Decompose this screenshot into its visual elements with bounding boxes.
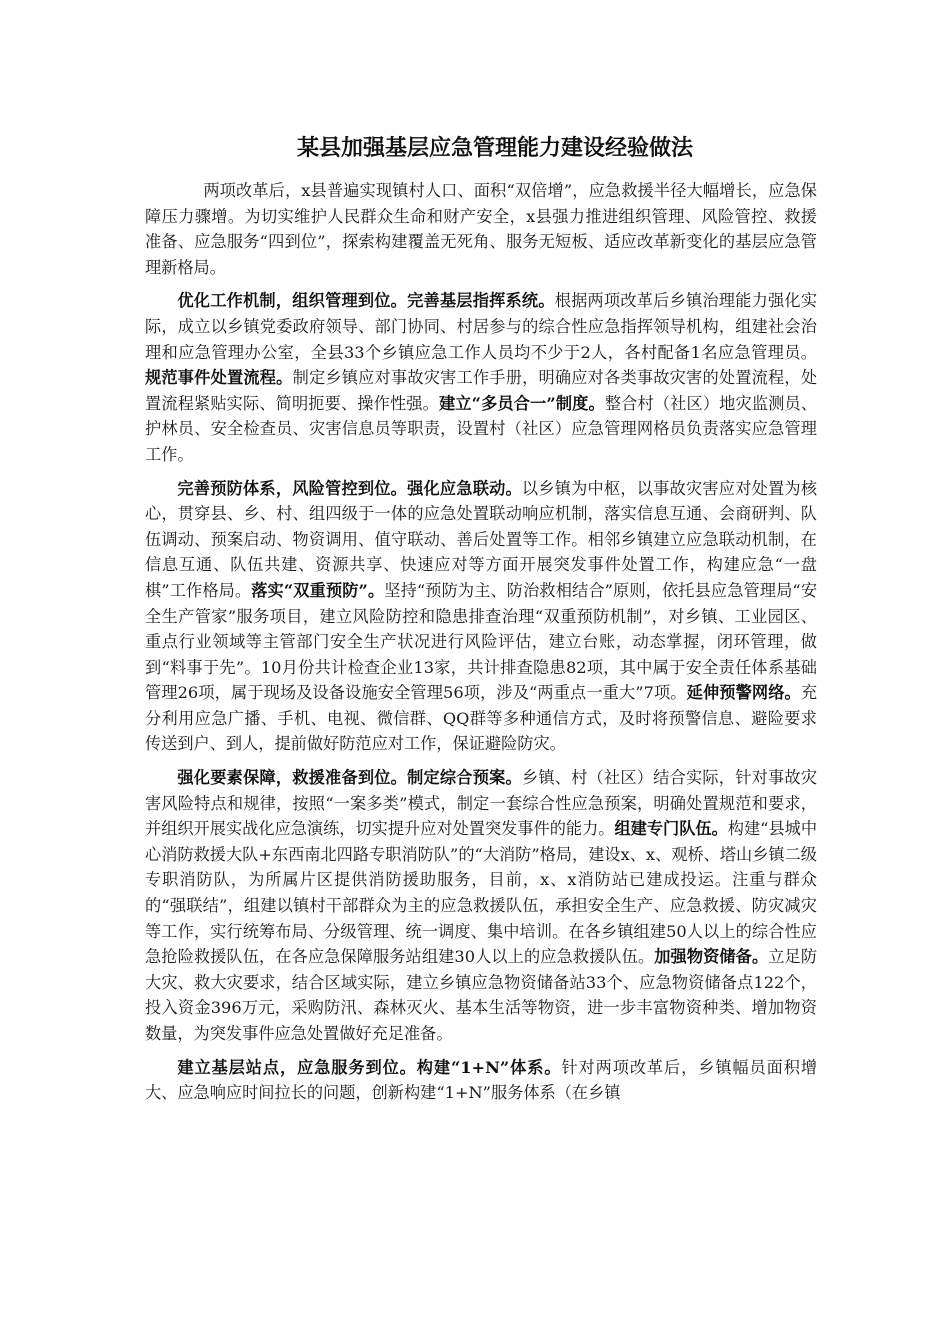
paragraph-text: 制定乡镇应对事故灾害工作手册，明确应对各类事故灾害的处置流程，处置流程紧贴实际、简明扼要、操作性强。: [145, 368, 818, 413]
document-title: 某县加强基层应急管理能力建设经验做法: [296, 136, 693, 161]
paragraph-text: 乡镇、村（社区）结合实际，针对事故灾害风险特点和规律，按照“一案多类”模式，制定一套综合性应急预案，明确处置规范和要求，并组织开展实战化应急演练，切实提升应对处置突发事件的能力。: [145, 768, 818, 839]
bold-heading-text: 落实“双重预防”。: [251, 580, 385, 600]
bold-heading-text: 强化要素保障，救援准备到位。: [177, 768, 408, 788]
section-emergency-service: [145, 1055, 817, 1106]
bold-heading-text: 组建专门队伍。: [614, 819, 728, 839]
paragraph-text: 立足防大灾、救大灾要求，结合区域实际，建立乡镇应急物资储备站33个、应急物资储备点122个，投入资金396万元，采购防汛、森林灭火、基本生活等物资，进一步丰富物资种类、增加物资数量，为突发事件应急处置做好充足准备。: [145, 947, 818, 1043]
paragraph-text: 充分利用应急广播、手机、电视、微信群、QQ群等多种通信方式，及时将预警信息、避险要求传送到户、到人，提前做好防范应对工作，保证避险防灾。: [145, 683, 818, 754]
section-risk-control: [145, 476, 817, 758]
document-body: [145, 178, 817, 1114]
paragraph-text: 坚持“预防为主、防治救相结合”原则，依托县应急管理局“安全生产管家”服务项目，建立风险防控和隐患排查治理“双重预防机制”，对乡镇、工业园区、重点行业领域等主管部门安全生产状况进行风险评估，建立台账，动态掌握，闭环管理，做到“料事于先”。10月份共计检查企业13家，共计排查隐患82项，其中属于安全责任体系基础管理26项，属于现场及设备设施安全管理56项，涉及“两重点一重大”7项。: [145, 580, 818, 703]
paragraph-text: 整合村（社区）地灾监测员、护林员、安全检查员、灾害信息员等职责，设置村（社区）应急管理网格员负责落实应急管理工作。: [145, 393, 818, 464]
bold-heading-text: 建立基层站点，应急服务到位。: [177, 1057, 417, 1077]
bold-heading-text: 加强物资储备。: [654, 947, 769, 967]
bold-heading-text: 优化工作机制，组织管理到位。: [177, 291, 408, 311]
paragraph-text: 两项改革后，x县普遍实现镇村人口、面积“双倍增”，应急救援半径大幅增长，应急保障压力骤增。为切实维护人民群众生命和财产安全，x县强力推进组织管理、风险管控、救援准备、应急服务“四到位”，探索构建覆盖无死角、服务无短板、适应改革新变化的基层应急管理新格局。: [145, 181, 817, 277]
bold-heading-text: 制定综合预案。: [407, 768, 522, 788]
bold-heading-text: 完善基层指挥系统。: [407, 291, 555, 311]
paragraph-text: 根据两项改革后乡镇治理能力强化实际，成立以乡镇党委政府领导、部门协同、村居参与的综合性应急指挥领导机构，组建社会治理和应急管理办公室，全县33个乡镇应急工作人员均不少于2人，各村配备1名应急管理员。: [145, 291, 818, 362]
bold-heading-text: 建立“多员合一”制度。: [438, 393, 605, 413]
bold-heading-text: 强化应急联动。: [407, 478, 522, 498]
paragraph-text: 以乡镇为中枢，以事故灾害应对处置为核心，贯穿县、乡、村、组四级于一体的应急处置联动响应机制，落实信息互通、会商研判、队伍调动、预案启动、物资调用、值守联动、善后处置等工作。相邻乡镇建立应急联动机制，在信息互通、队伍共建、资源共享、快速应对等方面开展突发事件处置工作，构建应急“一盘棋”工作格局。: [145, 478, 818, 600]
section-organization: [145, 288, 817, 467]
section-rescue-readiness: [145, 765, 817, 1047]
intro-paragraph: [145, 178, 817, 280]
bold-heading-text: 延伸预警网络。: [686, 683, 801, 703]
paragraph-text: 构建“县城中心消防救援大队+东西南北四路专职消防队”的“大消防”格局，建设x、x、观桥、塔山乡镇二级专职消防队，为所属片区提供消防援助服务，目前，x、x消防站已建成投运。注重与群众的“强联结”，组建以镇村干部群众为主的应急救援队伍，承担安全生产、应急救援、防灾减灾等工作，实行统筹布局、分级管理、统一调度、集中培训。在各乡镇组建50人以上的综合性应急抢险救援队伍，在各应急保障服务站组建30人以上的应急救援队伍。: [145, 819, 818, 967]
bold-heading-text: 构建“1+N”体系。: [416, 1057, 562, 1077]
bold-heading-text: 规范事件处置流程。: [145, 368, 293, 388]
paragraph-text: 针对两项改革后，乡镇幅员面积增大、应急响应时间拉长的问题，创新构建“1+N”服务体系（在乡镇: [145, 1057, 818, 1103]
bold-heading-text: 完善预防体系，风险管控到位。: [177, 478, 408, 498]
